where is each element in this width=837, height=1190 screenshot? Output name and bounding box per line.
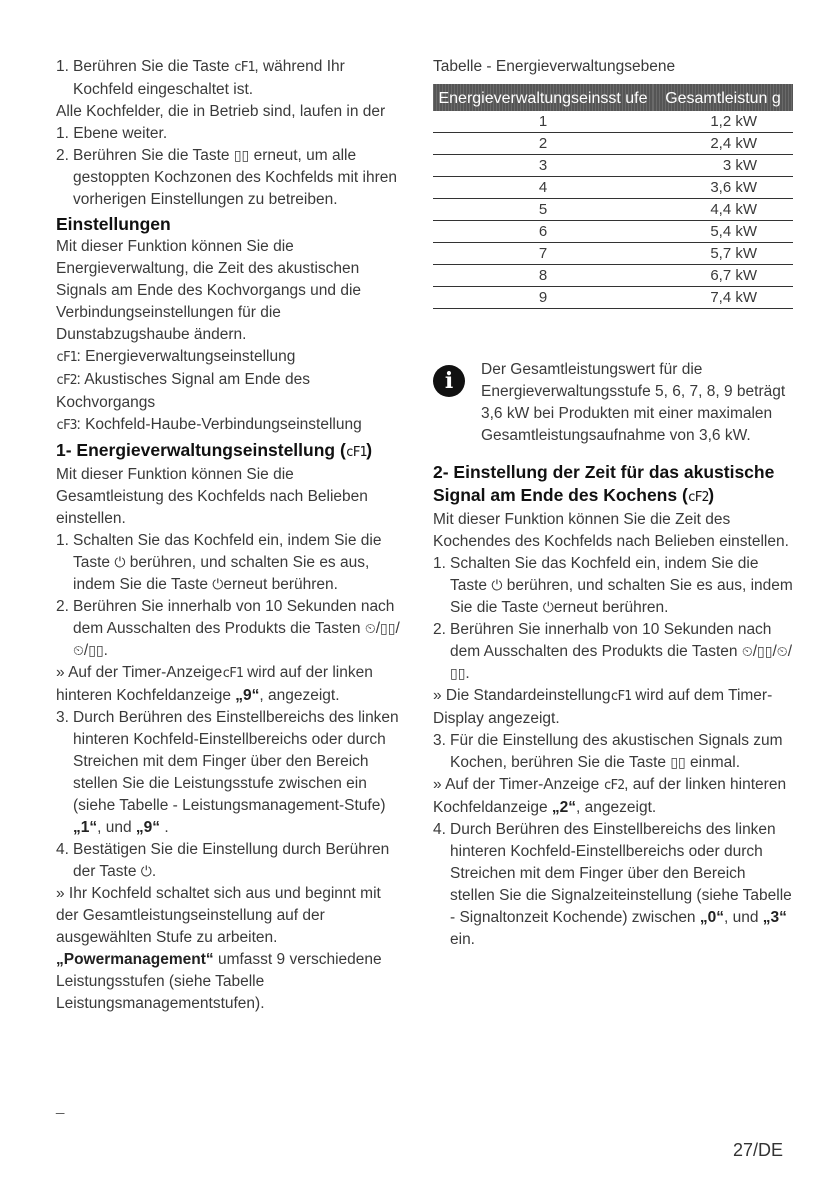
step-item: 3. Durch Berühren des Einstellbereichs des linken hinteren Kochfeld-Einstellbereichs oder durch Streichen mit dem Finger über den Bereich stellen Sie die Leistungsstufe zwischen ein (siehe Tabelle - Leistungsmanagement-Stufe) „1“, und „9“ .: [56, 709, 399, 836]
power-cell: 5,7 kW: [653, 243, 793, 265]
lock-icon: ▯▯: [450, 666, 466, 682]
definition-cf3: cF3: Kochfeld-Haube-Verbindungseinstellung: [56, 416, 362, 433]
timer-icon: ⏲: [364, 621, 376, 637]
result-line: » Ihr Kochfeld schaltet sich aus und beginnt mit der Gesamtleistungseinstellung auf der ausgewählten Stufe zu arbeiten.: [56, 885, 381, 946]
power-cell: 6,7 kW: [653, 265, 793, 287]
power-icon: ⏻: [491, 578, 503, 594]
table-row: [433, 221, 793, 243]
power-cell: 4,4 kW: [653, 199, 793, 221]
table-row: [433, 155, 793, 177]
step-item: 1. Berühren Sie die Taste cF1, während Ihr Kochfeld eingeschaltet ist.: [56, 58, 345, 98]
info-note: [433, 359, 793, 447]
timer-icon: ⏲: [73, 643, 84, 659]
level-cell: 7: [433, 243, 653, 265]
level-cell: 1: [433, 111, 653, 133]
power-icon: ⏻: [114, 555, 126, 571]
lock-icon: ▯▯: [670, 755, 686, 771]
table-row: [433, 265, 793, 287]
table-caption: Tabelle - Energieverwaltungsebene: [433, 58, 676, 75]
info-text: Der Gesamtleistungswert für die Energieverwaltungsstufe 5, 6, 7, 8, 9 beträgt 3,6 kW bei Produkten mit einer maximalen Gesamtleistungsaufnahme von 3,6 kW.: [481, 361, 786, 444]
step-item: 4. Durch Berühren des Einstellbereichs des linken hinteren Kochfeld-Einstellbereichs oder durch Streichen mit dem Finger über den Bereich stellen Sie die Signalzeiteinstellung (siehe Tabelle - Signaltonzeit Kochende) zwischen „0“, und „3“ ein.: [433, 821, 792, 948]
step-item: 4. Bestätigen Sie die Einstellung durch Berühren der Taste ⏻.: [56, 841, 390, 880]
level-cell: 4: [433, 177, 653, 199]
right-column: [433, 56, 793, 951]
energy-level-table: [433, 84, 793, 309]
power-cell: 3,6 kW: [653, 177, 793, 199]
table-row: [433, 199, 793, 221]
table-header-power: Gesamtleistun g: [653, 84, 793, 111]
definition-cf1: cF1: Energieverwaltungseinstellung: [56, 348, 296, 365]
power-cell: 1,2 kW: [653, 111, 793, 133]
level-cell: 9: [433, 287, 653, 309]
level-cell: 6: [433, 221, 653, 243]
table-row: [433, 111, 793, 133]
level-cell: 5: [433, 199, 653, 221]
section-2-heading: 2- Einstellung der Zeit für das akustische Signal am Ende des Kochens (cF2): [433, 462, 775, 505]
lock-icon: ▯▯: [233, 148, 250, 164]
power-icon: ⏻: [140, 864, 152, 880]
step-item: 1. Schalten Sie das Kochfeld ein, indem Sie die Taste ⏻ berühren, und schalten Sie es aus, indem Sie die Taste ⏻erneut berühren.: [56, 532, 382, 593]
powermanagement-note: „Powermanagement“ umfasst 9 verschiedene Leistungsstufen (siehe Tabelle Leistungsmanagementstufen).: [56, 951, 382, 1012]
lock-icon: ▯▯: [757, 644, 773, 660]
step-item: 2. Berühren Sie innerhalb von 10 Sekunden nach dem Ausschalten des Produkts die Tasten ⏲/▯▯/⏲/▯▯.: [56, 598, 400, 659]
step-item: 2. Berühren Sie die Taste ▯▯ erneut, um alle gestoppten Kochzonen des Kochfelds mit ihren vorherigen Einstellungen zu betreiben.: [56, 147, 397, 208]
paragraph: Mit dieser Funktion können Sie die Energieverwaltung, die Zeit des akustischen Signals am Ende des Kochvorgangs und die Verbindungseinstellungen für die Dunstabzugshaube ändern.: [56, 238, 362, 343]
step-item: 1. Schalten Sie das Kochfeld ein, indem Sie die Taste ⏻ berühren, und schalten Sie es aus, indem Sie die Taste ⏻erneut berühren.: [433, 555, 793, 616]
level-cell: 3: [433, 155, 653, 177]
power-cell: 5,4 kW: [653, 221, 793, 243]
paragraph: Mit dieser Funktion können Sie die Gesamtleistung des Kochfelds nach Belieben einstellen.: [56, 466, 368, 527]
lock-icon: ▯▯: [88, 643, 104, 659]
power-icon: ⏻: [212, 577, 224, 593]
table-header-level: Energieverwaltungseinsst ufe: [433, 84, 653, 111]
power-cell: 7,4 kW: [653, 287, 793, 309]
step-item: 2. Berühren Sie innerhalb von 10 Sekunden nach dem Ausschalten des Produkts die Tasten ⏲/▯▯/⏲/▯▯.: [433, 621, 793, 682]
settings-heading: Einstellungen: [56, 214, 171, 234]
definition-cf2: cF2: Akustisches Signal am Ende des Kochvorgangs: [56, 371, 310, 411]
result-line: » Auf der Timer-Anzeige cF2, auf der linken hinteren Kochfeldanzeige „2“, angezeigt.: [433, 776, 787, 816]
timer-icon: ⏲: [741, 644, 753, 660]
level-cell: 2: [433, 133, 653, 155]
lock-icon: ▯▯: [380, 621, 396, 637]
timer-icon: ⏲: [776, 644, 788, 660]
result-line: » Auf der Timer-AnzeigecF1 wird auf der linken hinteren Kochfeldanzeige „9“, angezeigt.: [56, 664, 373, 704]
table-row: [433, 287, 793, 309]
paragraph: Alle Kochfelder, die in Betrieb sind, laufen in der 1. Ebene weiter.: [56, 103, 386, 142]
paragraph: Mit dieser Funktion können Sie die Zeit des Kochendes des Kochfelds nach Belieben einstellen.: [433, 511, 789, 550]
table-row: [433, 243, 793, 265]
table-row: [433, 177, 793, 199]
power-icon: ⏻: [542, 600, 554, 616]
page-number: 27/DE: [733, 1140, 784, 1160]
step-item: 3. Für die Einstellung des akustischen Signals zum Kochen, berühren Sie die Taste ▯▯ einmal.: [433, 732, 783, 771]
info-icon: i: [433, 365, 465, 397]
table-row: [433, 133, 793, 155]
power-cell: 3 kW: [653, 155, 793, 177]
dash-mark: _: [56, 1098, 65, 1115]
section-1-heading: 1- Energieverwaltungseinstellung (cF1): [56, 440, 373, 460]
left-column: [56, 56, 401, 1015]
result-line: » Die StandardeinstellungcF1 wird auf dem Timer-Display angezeigt.: [433, 687, 773, 727]
level-cell: 8: [433, 265, 653, 287]
power-cell: 2,4 kW: [653, 133, 793, 155]
cf1-code: cF1: [233, 60, 255, 75]
